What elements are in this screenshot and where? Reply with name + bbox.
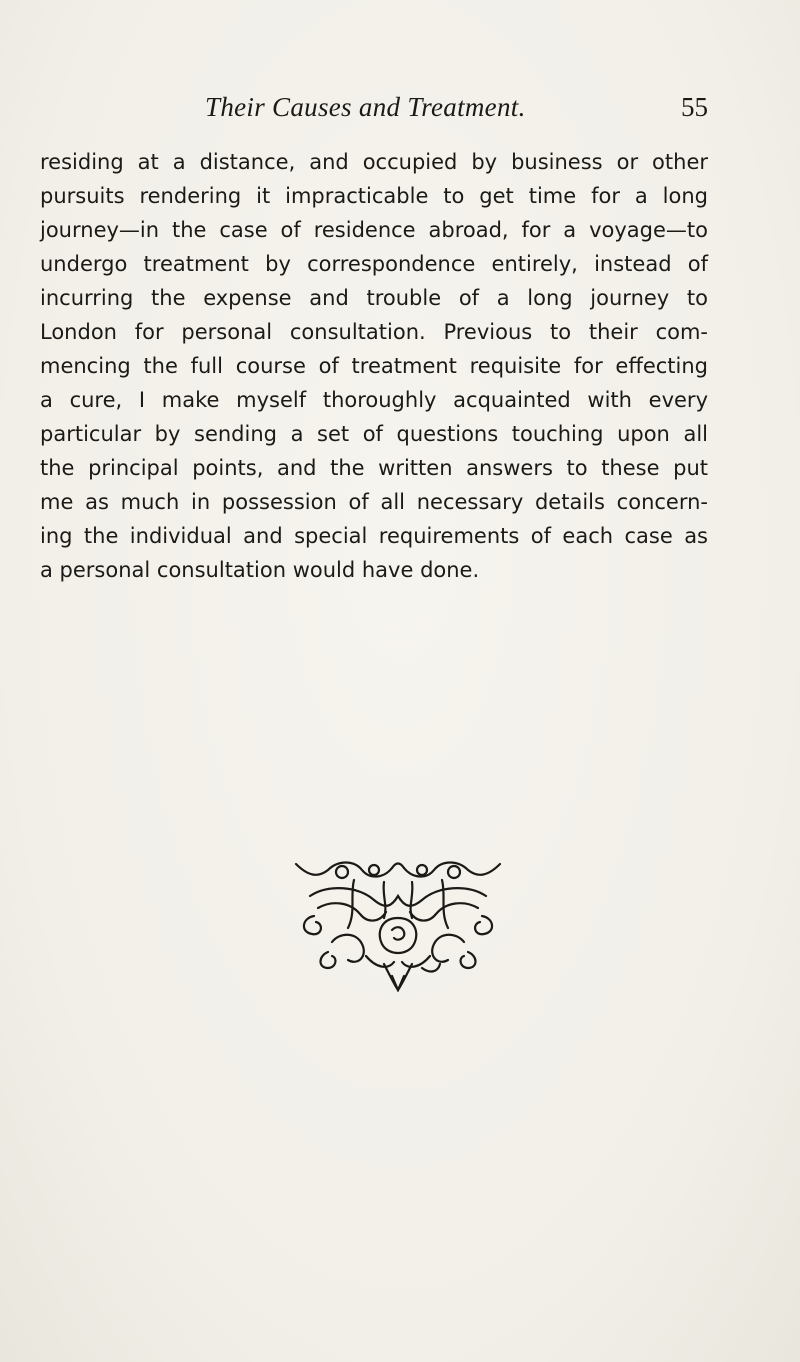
text-line: London for personal consultation. Previous to their com-	[40, 320, 708, 344]
text-line: me as much in possession of all necessary details concern-	[40, 490, 708, 514]
text-line: a personal consultation would have done.	[40, 558, 480, 582]
text-line: a cure, I make myself thoroughly acquainted with every	[40, 388, 708, 412]
text-line: undergo treatment by correspondence entirely, instead of	[40, 252, 708, 276]
text-line: incurring the expense and trouble of a long journey to	[40, 286, 708, 310]
text-line: pursuits rendering it impracticable to get time for a long	[40, 184, 708, 208]
text-line: ing the individual and special requirements of each case as	[40, 524, 708, 548]
text-line: journey—in the case of residence abroad, for a voyage—to	[40, 218, 708, 242]
text-line: particular by sending a set of questions touching upon all	[40, 422, 708, 446]
text-line: the principal points, and the written answers to these put	[40, 456, 708, 480]
text-line: residing at a distance, and occupied by business or other	[40, 150, 708, 174]
body-paragraph	[40, 145, 708, 587]
text-line: mencing the full course of treatment requisite for effecting	[40, 354, 708, 378]
tailpiece-ornament-icon	[288, 856, 508, 992]
running-title: Their Causes and Treatment.	[205, 92, 526, 122]
running-head	[40, 92, 708, 132]
page-number: 55	[681, 92, 708, 122]
